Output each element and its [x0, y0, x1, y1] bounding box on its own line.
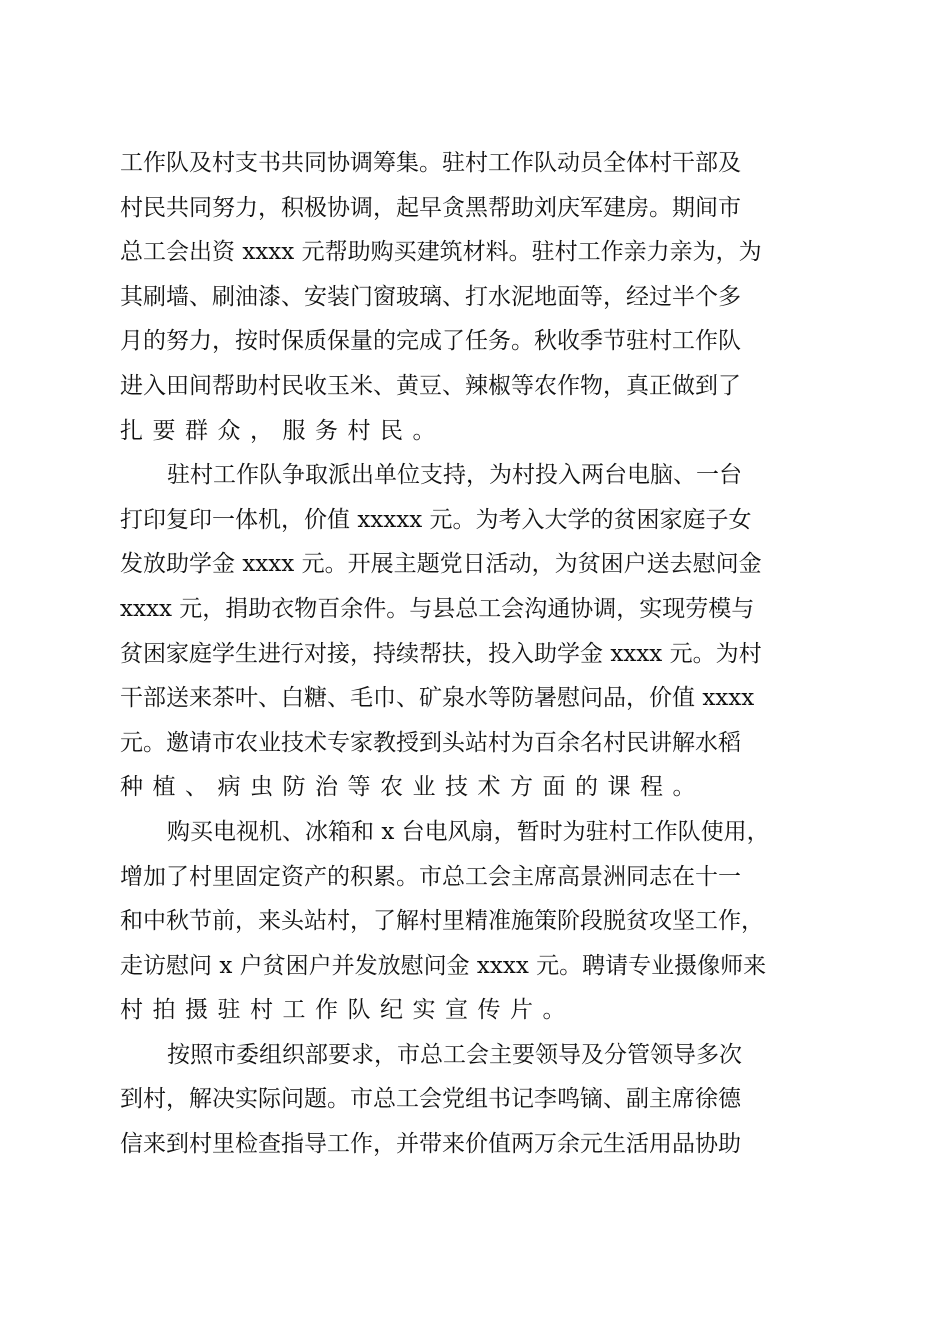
text-line: 增加了村里固定资产的积累。市总工会主席高景洲同志在十一	[120, 863, 741, 890]
paragraph-start-line: 按照市委组织部要求，市总工会主要领导及分管领导多次	[167, 1041, 742, 1068]
text-line: 总工会出资 xxxx 元帮助购买建筑材料。驻村工作亲力亲为，为	[120, 239, 762, 266]
text-line: 工作队及村支书共同协调筹集。驻村工作队动员全体村干部及	[120, 150, 741, 176]
text-line: 贫困家庭学生进行对接，持续帮扶，投入助学金 xxxx 元。为村	[120, 640, 762, 667]
text-line: 到村，解决实际问题。市总工会党组书记李鸣镝、副主席徐德	[120, 1086, 741, 1113]
paragraph-start-line: 驻村工作队争取派出单位支持，为村投入两台电脑、一台	[167, 462, 742, 489]
text-line: 元。邀请市农业技术专家教授到头站村为百余名村民讲解水稻	[120, 729, 741, 756]
text-line: 种植、病虫防治等农业技术方面的课程。	[120, 774, 705, 801]
paragraph-start-line: 购买电视机、冰箱和 x 台电风扇，暂时为驻村工作队使用，	[167, 818, 770, 845]
document-body	[120, 141, 824, 1167]
text-line: 信来到村里检查指导工作，并带来价值两万余元生活用品协助	[120, 1131, 741, 1158]
text-line: 月的努力，按时保质保量的完成了任务。秋收季节驻村工作队	[120, 328, 741, 355]
text-line: 和中秋节前，来头站村，了解村里精准施策阶段脱贫攻坚工作，	[120, 908, 764, 935]
text-line: 其刷墙、刷油漆、安装门窗玻璃、打水泥地面等，经过半个多	[120, 283, 741, 310]
text-line: 村民共同努力，积极协调，起早贪黑帮助刘庆军建房。期间市	[120, 194, 741, 221]
text-line: xxxx 元，捐助衣物百余件。与县总工会沟通协调，实现劳模与	[120, 595, 755, 622]
text-line: 走访慰问 x 户贫困户并发放慰问金 xxxx 元。聘请专业摄像师来	[120, 952, 767, 979]
text-line: 进入田间帮助村民收玉米、黄豆、辣椒等农作物，真正做到了	[120, 372, 741, 399]
text-line: 发放助学金 xxxx 元。开展主题党日活动，为贫困户送去慰问金	[120, 551, 762, 578]
text-line: 打印复印一体机，价值 xxxxx 元。为考入大学的贫困家庭子女	[120, 506, 752, 533]
text-line: 村拍摄驻村工作队纪实宣传片。	[120, 997, 575, 1024]
text-line: 扎要群众，服务村民。	[120, 417, 445, 444]
text-line: 干部送来茶叶、白糖、毛巾、矿泉水等防暑慰问品，价值 xxxx	[120, 685, 755, 712]
